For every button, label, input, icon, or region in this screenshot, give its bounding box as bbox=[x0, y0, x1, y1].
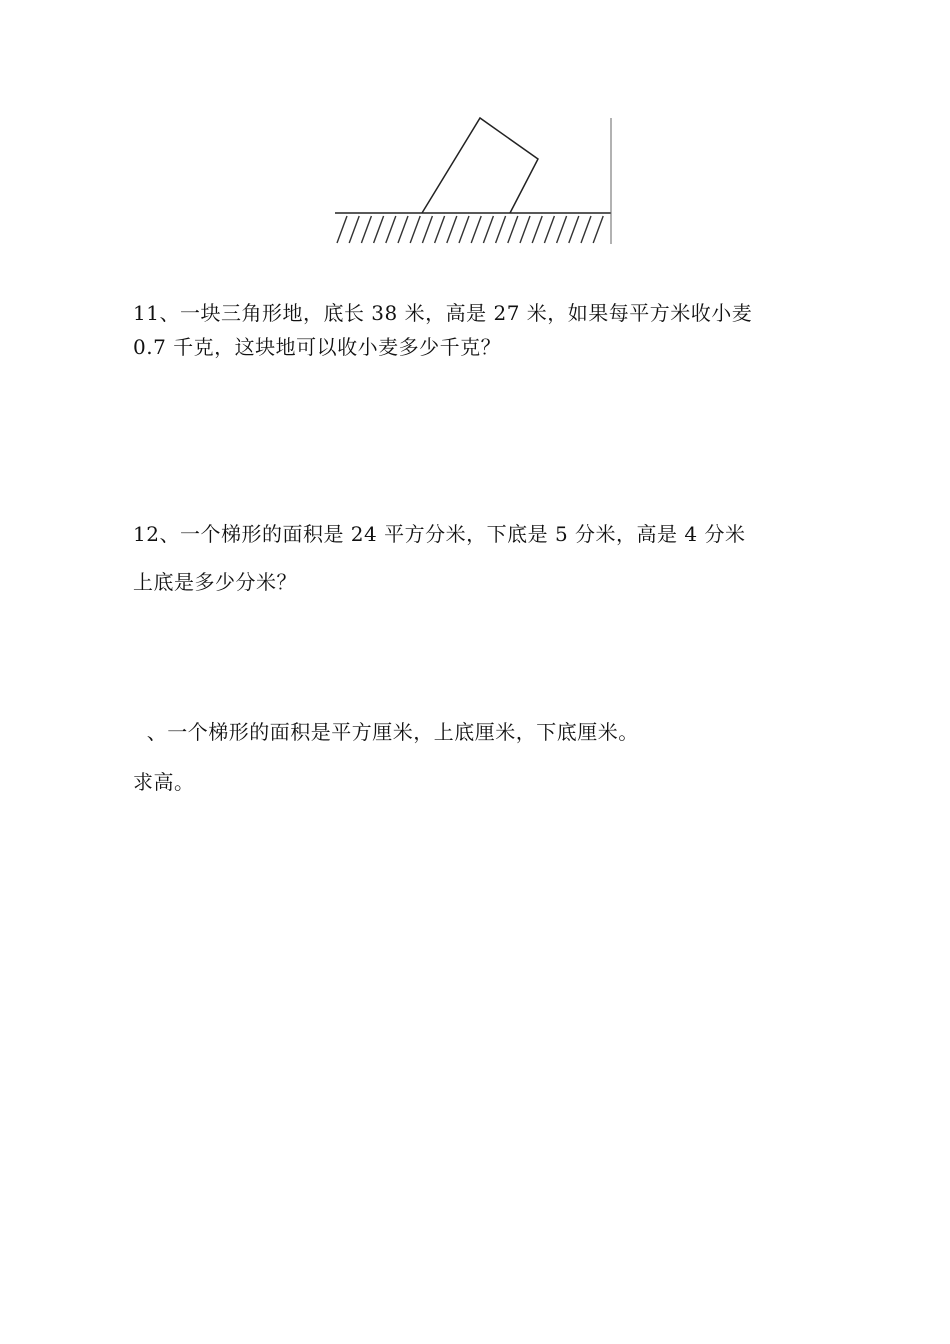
hatch-mark bbox=[398, 216, 408, 243]
hatch-mark bbox=[483, 216, 493, 243]
hatch-mark bbox=[435, 216, 445, 243]
hatch-mark bbox=[508, 216, 518, 243]
hatch-mark bbox=[557, 216, 567, 243]
tilted-rectangle bbox=[422, 118, 538, 213]
hatch-mark bbox=[593, 216, 603, 243]
hatch-mark bbox=[581, 216, 591, 243]
ground-hatching bbox=[337, 216, 603, 243]
question-12-line-1: 12、一个梯形的面积是 24 平方分米，下底是 5 分米，高是 4 分米 bbox=[133, 522, 746, 546]
hatch-mark bbox=[496, 216, 506, 243]
tilted-rectangle-figure bbox=[330, 110, 620, 250]
question-12-line-2: 上底是多少分米？ bbox=[133, 570, 297, 594]
question-13-line-2: 求高。 bbox=[133, 770, 195, 794]
geometry-diagram bbox=[330, 110, 620, 250]
hatch-mark bbox=[410, 216, 420, 243]
hatch-mark bbox=[447, 216, 457, 243]
hatch-mark bbox=[459, 216, 469, 243]
hatch-mark bbox=[532, 216, 542, 243]
question-11-line-2: 0.7 千克，这块地可以收小麦多少千克？ bbox=[133, 335, 502, 359]
hatch-mark bbox=[337, 216, 347, 243]
hatch-mark bbox=[422, 216, 432, 243]
hatch-mark bbox=[361, 216, 371, 243]
question-13-line-1: 、一个梯形的面积是平方厘米，上底厘米，下底厘米。 bbox=[133, 720, 639, 744]
hatch-mark bbox=[386, 216, 396, 243]
hatch-mark bbox=[569, 216, 579, 243]
question-11-line-1: 11、一块三角形地，底长 38 米，高是 27 米，如果每平方米收小麦 bbox=[133, 301, 753, 325]
hatch-mark bbox=[349, 216, 359, 243]
hatch-mark bbox=[374, 216, 384, 243]
hatch-mark bbox=[544, 216, 554, 243]
hatch-mark bbox=[471, 216, 481, 243]
hatch-mark bbox=[520, 216, 530, 243]
